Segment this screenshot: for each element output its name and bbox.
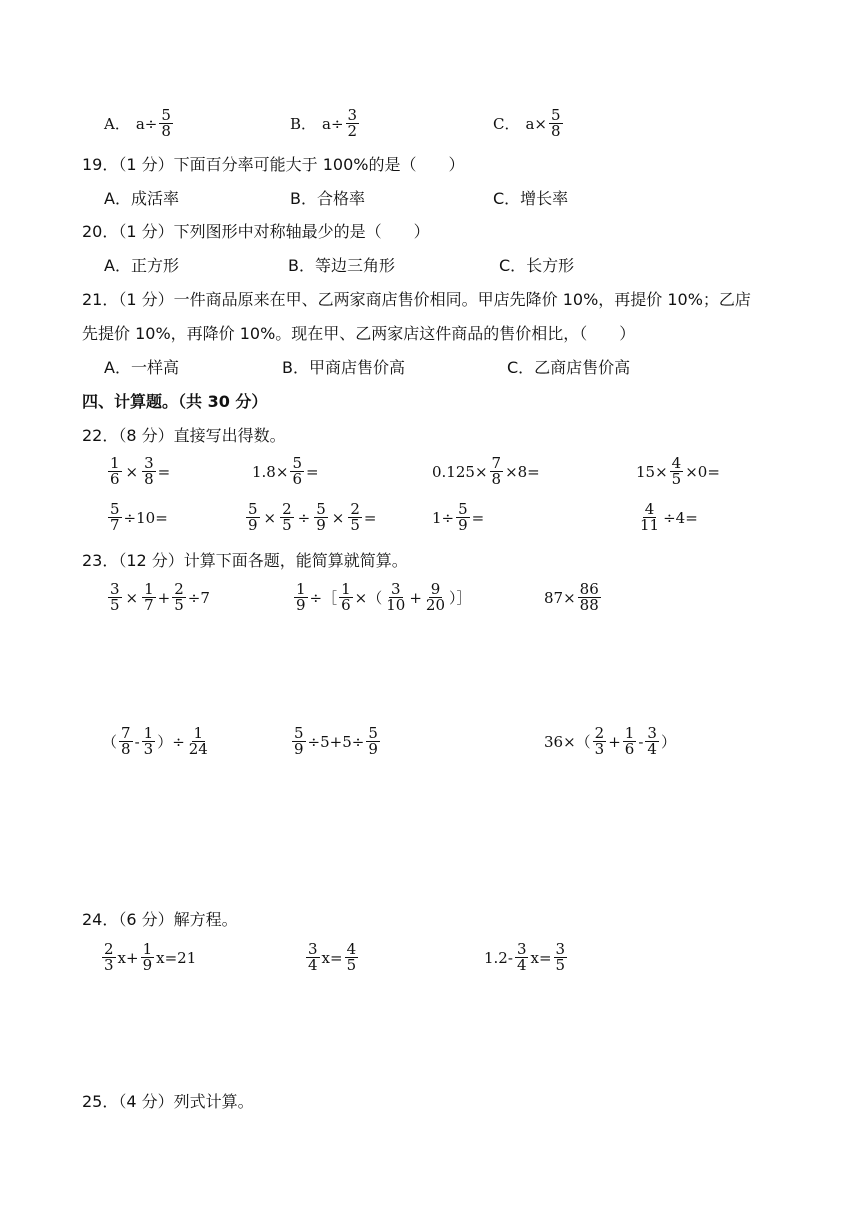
denominator: 4 (516, 956, 527, 974)
numerator: 1 (143, 724, 154, 742)
denominator: 9 (248, 516, 258, 534)
numerator: 4 (671, 454, 682, 472)
expr-text: x= (530, 948, 552, 967)
denominator: 8 (161, 122, 171, 140)
denominator: 5 (110, 596, 120, 614)
fraction (246, 502, 260, 533)
expr-text: x+ (117, 948, 139, 967)
numerator: 1 (144, 580, 154, 598)
denominator: 2 (347, 122, 358, 140)
expr-text: = (305, 462, 319, 481)
expr-text: ÷4= (663, 508, 698, 527)
denominator: 6 (341, 596, 351, 614)
numerator: 2 (174, 580, 184, 598)
q21-option-c: C．乙商店售价高 (507, 358, 631, 377)
q20-option-b: B．等边三角形 (288, 256, 395, 275)
numerator: 5 (316, 500, 326, 518)
expr-text: ） (660, 733, 676, 751)
q18-option-c (493, 108, 565, 139)
numerator: 5 (292, 454, 302, 472)
denominator: 8 (491, 470, 502, 488)
numerator: 9 (430, 580, 441, 598)
q22-expr-6 (244, 502, 377, 533)
q21-option-b: B．甲商店售价高 (282, 358, 405, 377)
numerator: 5 (551, 106, 561, 124)
operator: × (331, 508, 345, 527)
q19-option-a: A．成活率 (104, 189, 179, 208)
fraction (159, 108, 173, 139)
numerator: 4 (644, 500, 655, 518)
denominator: 3 (104, 956, 114, 974)
operator: - (134, 732, 140, 751)
numerator: 5 (294, 724, 304, 742)
q25-stem: 25．（4 分）列式计算。 (82, 1092, 254, 1111)
denominator: 9 (296, 596, 306, 614)
fraction (108, 502, 122, 533)
expr-text: 36×（ (544, 733, 591, 751)
numerator: 1 (624, 724, 635, 742)
denominator: 9 (316, 516, 326, 534)
q22-expr-7 (432, 502, 484, 533)
numerator: 2 (350, 500, 360, 518)
q20-option-a: A．正方形 (104, 256, 179, 275)
expr-text: a÷ (135, 114, 158, 133)
operator: + (157, 588, 171, 607)
fraction (141, 942, 155, 973)
denominator: 9 (294, 740, 304, 758)
operator: + (608, 732, 621, 751)
section-heading: 四、计算题。（共 30 分） (82, 392, 268, 411)
operator: × (263, 508, 277, 527)
fraction (490, 456, 504, 487)
q22-expr-4 (636, 456, 720, 487)
operator: × (125, 588, 139, 607)
q21-option-a: A．一样高 (104, 358, 179, 377)
q24-equation-1 (100, 942, 196, 973)
numerator: 3 (144, 454, 154, 472)
fraction (108, 456, 122, 487)
numerator: 1 (341, 580, 351, 598)
q22-stem: 22．（8 分）直接写出得数。 (82, 426, 286, 445)
q19-option-c: C．增长率 (493, 189, 569, 208)
operator: × (125, 462, 139, 481)
fraction (515, 942, 529, 973)
fraction (339, 582, 353, 613)
fraction (384, 582, 407, 613)
numerator: 4 (346, 940, 357, 958)
expr-text: ÷10= (123, 508, 168, 527)
fraction (366, 726, 380, 757)
expr-text: = (363, 508, 377, 527)
q24-stem: 24．（6 分）解方程。 (82, 910, 238, 929)
expr-text: ×0= (685, 462, 720, 481)
operator: + (409, 588, 422, 607)
denominator: 7 (144, 596, 154, 614)
fraction (172, 582, 186, 613)
q24-equation-3 (484, 942, 569, 973)
expr-text: ）］ (449, 589, 472, 607)
expr-text: x= (321, 948, 343, 967)
fraction (549, 108, 563, 139)
numerator: 3 (391, 580, 401, 598)
expr-text: ÷5+5÷ (307, 732, 365, 751)
fraction (645, 726, 659, 757)
expr-text: ×8= (505, 462, 540, 481)
numerator: 2 (282, 500, 292, 518)
numerator: 7 (121, 724, 131, 742)
expr-text: ÷7 (187, 588, 210, 607)
numerator: 3 (516, 940, 527, 958)
denominator: 6 (292, 470, 302, 488)
fraction (578, 582, 601, 613)
fraction (623, 726, 637, 757)
fraction (102, 942, 116, 973)
numerator: 3 (347, 106, 358, 124)
fraction (314, 502, 328, 533)
expr-text: = (471, 508, 485, 527)
denominator: 6 (110, 470, 120, 488)
q23-expr-1 (106, 582, 210, 613)
q20-stem: 20．（1 分）下列图形中对称轴最少的是（ ） (82, 222, 430, 241)
numerator: 3 (555, 940, 566, 958)
fraction (292, 726, 306, 757)
expr-text: ×（ (354, 589, 383, 607)
fraction (348, 502, 362, 533)
denominator: 10 (386, 596, 406, 614)
q20-option-c: C．长方形 (499, 256, 575, 275)
expr-text: a× (525, 114, 547, 133)
denominator: 4 (647, 740, 657, 758)
operator: - (638, 732, 644, 751)
q21-stem-line2: 先提价 10%，再降价 10%。现在甲、乙两家店这件商品的售价相比，（ ） (82, 324, 636, 343)
q22-expr-8 (636, 502, 698, 533)
q22-expr-5 (106, 502, 168, 533)
numerator: 3 (647, 724, 657, 742)
fraction (142, 726, 156, 757)
denominator: 6 (624, 740, 635, 758)
numerator: 5 (368, 724, 378, 742)
fraction (280, 502, 294, 533)
denominator: 5 (671, 470, 682, 488)
expr-text: = (157, 462, 171, 481)
numerator: 7 (491, 454, 502, 472)
fraction (456, 502, 470, 533)
numerator: 1 (142, 940, 153, 958)
fraction (187, 726, 210, 757)
q19-option-b: B．合格率 (290, 189, 365, 208)
expr-text: （ (102, 733, 118, 751)
q18-option-b (290, 108, 361, 139)
fraction (294, 582, 308, 613)
fraction (670, 456, 684, 487)
q23-expr-3 (544, 582, 603, 613)
denominator: 5 (282, 516, 292, 534)
expr-text: x=21 (156, 948, 197, 967)
q23-expr-6 (544, 726, 676, 757)
q24-equation-2 (304, 942, 360, 973)
expr-text: 1÷ (432, 508, 455, 527)
fraction (290, 456, 304, 487)
expr-text: ）÷ (157, 733, 185, 751)
expr-text: 1.2- (484, 948, 513, 967)
denominator: 9 (142, 956, 153, 974)
numerator: 5 (161, 106, 171, 124)
numerator: 5 (248, 500, 258, 518)
option-label: B． (290, 115, 317, 133)
numerator: 5 (110, 500, 120, 518)
denominator: 3 (143, 740, 154, 758)
numerator: 1 (193, 724, 204, 742)
fraction (142, 456, 156, 487)
denominator: 5 (555, 956, 566, 974)
numerator: 86 (579, 580, 599, 598)
option-label: A． (104, 115, 130, 133)
numerator: 1 (110, 454, 120, 472)
fraction (593, 726, 607, 757)
q23-expr-4 (102, 726, 212, 757)
denominator: 8 (144, 470, 154, 488)
expr-text: ÷［ (309, 589, 338, 607)
denominator: 5 (174, 596, 184, 614)
q19-stem: 19．（1 分）下面百分率可能大于 100%的是（ ） (82, 155, 465, 174)
numerator: 3 (308, 940, 318, 958)
denominator: 8 (551, 122, 561, 140)
denominator: 24 (188, 740, 208, 758)
numerator: 1 (296, 580, 306, 598)
expr-text: 15× (636, 462, 668, 481)
expr-text: a÷ (322, 114, 344, 133)
fraction (345, 942, 359, 973)
numerator: 2 (594, 724, 605, 742)
q22-expr-2 (252, 456, 319, 487)
expr-text: 0.125× (432, 462, 488, 481)
denominator: 3 (594, 740, 605, 758)
fraction (638, 502, 661, 533)
denominator: 11 (640, 516, 660, 534)
denominator: 4 (308, 956, 318, 974)
numerator: 2 (104, 940, 114, 958)
denominator: 9 (458, 516, 468, 534)
numerator: 5 (458, 500, 468, 518)
fraction (346, 108, 360, 139)
denominator: 5 (350, 516, 360, 534)
fraction (119, 726, 133, 757)
fraction (142, 582, 156, 613)
fraction (554, 942, 568, 973)
q23-expr-5 (290, 726, 382, 757)
fraction (108, 582, 122, 613)
q23-stem: 23．（12 分）计算下面各题，能简算就简算。 (82, 551, 408, 570)
q22-expr-1 (106, 456, 170, 487)
q18-option-a (104, 108, 175, 139)
option-label: C． (493, 115, 520, 133)
operator: ÷ (297, 508, 311, 527)
denominator: 20 (425, 596, 446, 614)
q22-expr-3 (432, 456, 540, 487)
q23-expr-2 (292, 582, 472, 613)
fraction (424, 582, 447, 613)
expr-text: 1.8× (252, 462, 289, 481)
q21-stem-line1: 21．（1 分）一件商品原来在甲、乙两家商店售价相同。甲店先降价 10%，再提价 10%；乙店 (82, 290, 751, 309)
denominator: 9 (368, 740, 378, 758)
denominator: 88 (579, 596, 599, 614)
denominator: 8 (121, 740, 131, 758)
denominator: 5 (346, 956, 357, 974)
expr-text: 87× (544, 588, 576, 607)
denominator: 7 (110, 516, 120, 534)
numerator: 3 (110, 580, 120, 598)
fraction (306, 942, 320, 973)
